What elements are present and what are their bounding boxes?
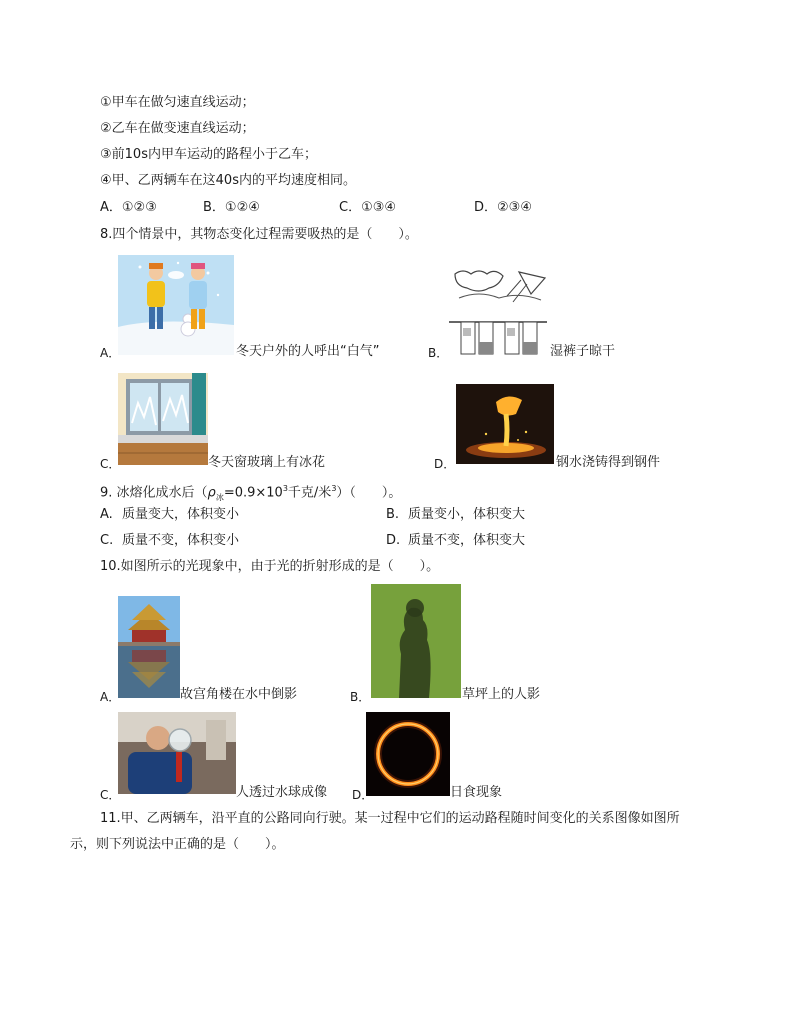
q11-stem-line-1: 11.甲、乙两辆车，沿平直的公路同向行驶。某一过程中它们的运动路程随时间变化的关系图像如图所: [100, 811, 680, 826]
statement-2: ②乙车在做变速直线运动；: [100, 121, 255, 136]
q8-stem: 8.四个情景中，其物态变化过程需要吸热的是（ ）。: [100, 227, 418, 242]
q8-option-c-letter[interactable]: C．: [100, 457, 121, 471]
q9-option-a[interactable]: A. 质量变大，体积变小: [100, 507, 240, 522]
q10-option-d-caption: 日食现象: [450, 785, 503, 800]
molten-steel-image: [456, 384, 554, 464]
q8-option-d-caption: 钢水浇铸得到钢件: [556, 455, 661, 470]
q10-option-a-letter[interactable]: A．: [100, 690, 121, 704]
q10-stem: 10.如图所示的光现象中，由于光的折射形成的是（ ）。: [100, 559, 440, 574]
q8-option-d-letter[interactable]: D．: [434, 457, 456, 471]
statement-1: ①甲车在做匀速直线运动；: [100, 95, 255, 110]
q10-option-b-caption: 草坪上的人影: [462, 687, 541, 702]
frosted-window-image: [118, 373, 208, 465]
q7-option-a[interactable]: A．①②③: [100, 200, 157, 215]
q8-option-b-letter[interactable]: B．: [428, 346, 449, 360]
q8-option-b-caption: 湿裤子晾干: [550, 344, 616, 359]
water-ball-image: [118, 712, 236, 794]
q8-option-a-caption: 冬天户外的人呼出“白气”: [236, 344, 380, 359]
statement-3: ③前10s内甲车运动的路程小于乙车；: [100, 147, 317, 162]
q10-option-c-caption: 人透过水球成像: [236, 785, 328, 800]
shadow-on-grass-image: [371, 584, 461, 698]
kids-in-snow-image: [118, 255, 234, 355]
density-symbol: ρ: [207, 485, 216, 501]
q8-option-c-caption: 冬天窗玻璃上有冰花: [208, 455, 326, 470]
q7-option-b[interactable]: B．①②④: [203, 200, 260, 215]
drying-pants-image: [449, 266, 547, 358]
q7-option-c[interactable]: C．①③④: [339, 200, 397, 215]
statement-4: ④甲、乙两辆车在这40s内的平均速度相同。: [100, 173, 356, 188]
exponent-1: 3: [282, 484, 288, 493]
exponent-2: 3: [331, 484, 337, 493]
solar-eclipse-image: [366, 712, 450, 796]
density-subscript: 冰: [215, 492, 224, 502]
q10-option-d-letter[interactable]: D．: [352, 788, 374, 802]
q10-option-c-letter[interactable]: C．: [100, 788, 121, 802]
q9-option-c[interactable]: C. 质量不变，体积变小: [100, 533, 240, 548]
q9-option-d[interactable]: D. 质量不变，体积变大: [386, 533, 526, 548]
q10-option-a-caption: 故宫角楼在水中倒影: [180, 687, 298, 702]
q7-option-d[interactable]: D．②③④: [474, 200, 532, 215]
q10-option-b-letter[interactable]: B．: [350, 690, 371, 704]
q11-stem-line-2: 示，则下列说法中正确的是（ ）。: [70, 837, 285, 852]
q9-option-b[interactable]: B. 质量变小，体积变大: [386, 507, 526, 522]
q9-stem: 9. 冰熔化成水后（$\rho_冰=0.9\times 10^3$千克/米$^3$）（ ）。: [100, 484, 402, 502]
palace-reflection-image: [118, 596, 180, 698]
q8-option-a-letter[interactable]: A．: [100, 346, 121, 360]
